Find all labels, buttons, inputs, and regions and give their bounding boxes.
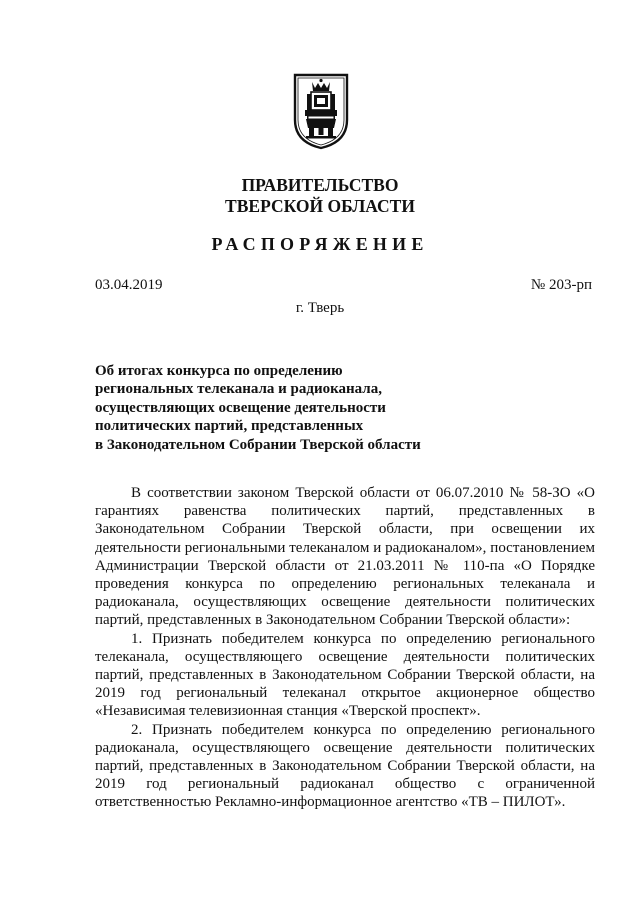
document-type-heading: РАСПОРЯЖЕНИЕ [211, 234, 429, 254]
title-line: региональных телеканала и радиоканала, [95, 381, 382, 398]
document-number: № 203-рп [530, 277, 592, 293]
document-title [95, 362, 495, 454]
item-2-paragraph: 2. Признать победителем конкурса по определению регионального радиоканала, осуществляющего освещение деятельности политических партий, представленных в Законодательном Собрании Тверской области, на 2019 год региональный радиоканал общество с ограниченной ответственностью Рекламно-информационное агентство «ТВ – ПИЛОТ». [95, 721, 595, 811]
org-name-line-1: ПРАВИТЕЛЬСТВО [241, 175, 399, 195]
coat-of-arms-emblem [292, 72, 350, 150]
title-line: Об итогах конкурса по определению [95, 363, 343, 379]
org-name-line-2: ТВЕРСКОЙ ОБЛАСТИ [225, 196, 415, 216]
preamble-paragraph: В соответствии законом Тверской области от 06.07.2010 № 58-ЗО «О гарантиях равенства политических партий, представленных в Законодательном Собрании Тверской области, при освещении их деятельности региональными телеканалом и радиоканалом», постановлением Администрации Тверской области от 21.03.2011 № 110-па «О Порядке проведения конкурса по определению региональных телеканала и радиоканала, осуществляющих освещение деятельности политических партий, представленных в Законодательном Собрании Тверской области»: [95, 485, 595, 629]
document-city: г. Тверь [295, 300, 345, 316]
document-date: 03.04.2019 [95, 277, 163, 293]
item-1-paragraph: 1. Признать победителем конкурса по определению регионального телеканала, осуществляющего освещение деятельности политических партий, представленных в Законодательном Собрании Тверской области, на 2019 год региональный телеканал открытое акционерное общество «Независимая телевизионная станция «Тверской проспект». [95, 630, 595, 720]
title-line: политических партий, представленных [95, 418, 364, 435]
document-body [95, 484, 595, 812]
title-line: осуществляющих освещение деятельности [95, 399, 386, 416]
title-line: в Законодательном Собрании Тверской области [95, 436, 421, 453]
